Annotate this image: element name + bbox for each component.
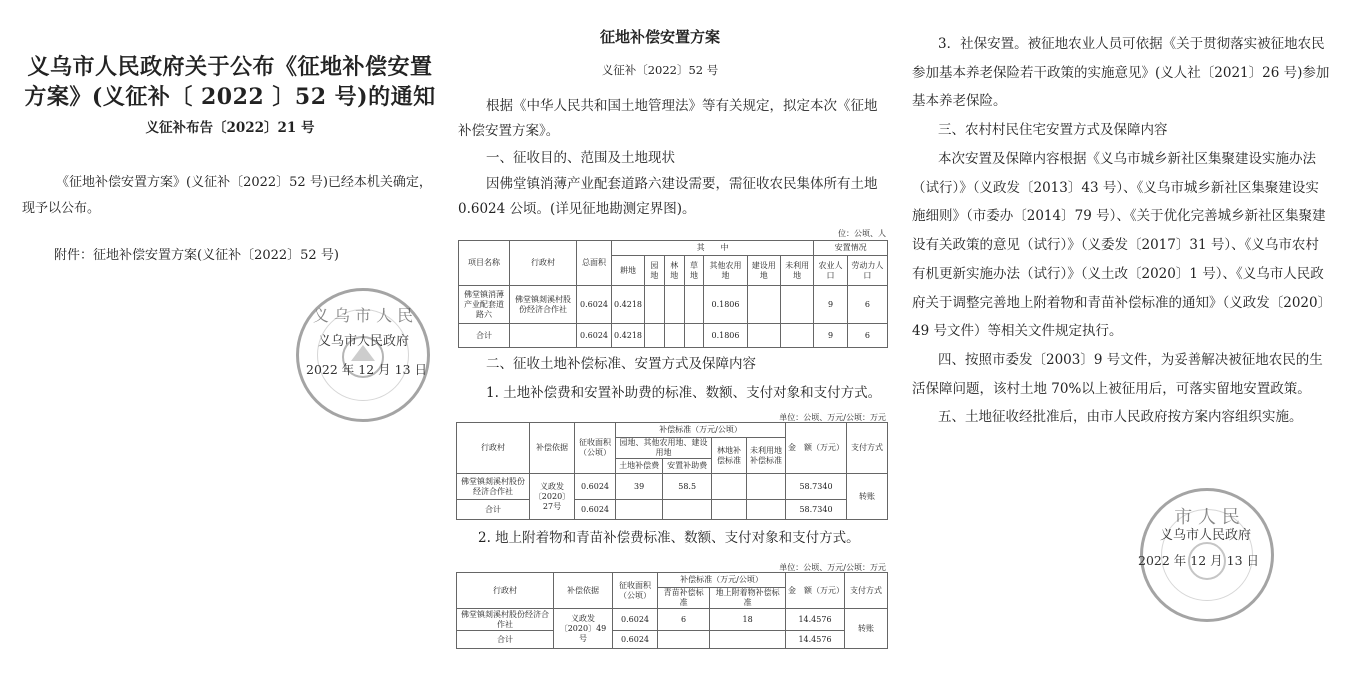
th-basis: 补偿依据 xyxy=(530,423,575,474)
cell-resettle-fee xyxy=(663,500,712,520)
table-row xyxy=(457,631,888,649)
th-other-agri: 其他农用地 xyxy=(704,256,747,286)
th-village: 行政村 xyxy=(457,423,530,474)
th-area: 征收面积（公顷） xyxy=(613,573,658,609)
table-row xyxy=(459,286,888,324)
cell-unused-std xyxy=(747,474,786,500)
notice-attachment: 附件：征地补偿安置方案(义征补〔2022〕52 号) xyxy=(54,248,339,263)
cell-amount: 14.4576 xyxy=(786,631,845,649)
cell-area: 0.6024 xyxy=(613,631,658,649)
th-forest: 林地 xyxy=(664,256,684,286)
th-amount: 金 额（万元） xyxy=(786,573,845,609)
table-row xyxy=(459,324,888,348)
notice-date: 2022 年 12 月 13 日 xyxy=(306,362,427,377)
th-unused: 未利用地 xyxy=(780,256,813,286)
section-5-paragraph: 五、土地征收经批准后，由市人民政府按方案内容组织实施。 xyxy=(938,409,1303,425)
cell-unused xyxy=(780,286,813,324)
cell-village: 佛堂镇剡溪村股份经济合作社 xyxy=(457,609,554,631)
table2-unit: 单位：公顷、万元/公顷：万元 xyxy=(779,413,886,422)
cell-area: 0.6024 xyxy=(575,500,616,520)
table1-unit: 位：公顷、人 xyxy=(838,229,886,238)
cell-agri-pop: 9 xyxy=(814,286,847,324)
cell-crop: 6 xyxy=(658,609,710,631)
cell-total: 0.6024 xyxy=(577,286,612,324)
cell-pay: 转账 xyxy=(847,474,888,520)
th-pay: 支付方式 xyxy=(845,573,888,609)
th-std: 补偿标准（万元/公顷） xyxy=(658,573,786,588)
cell-resettle-fee: 58.5 xyxy=(663,474,712,500)
seal-name: 义乌市人民政府 xyxy=(1160,528,1252,543)
section-2-1-heading: 1. 土地补偿费和安置补助费的标准、数额、支付对象和支付方式。 xyxy=(486,385,882,401)
th-resettle-fee: 安置补助费 xyxy=(663,459,712,474)
cell-forest xyxy=(664,324,684,348)
seal-arc-text: 市 人 民 xyxy=(1174,507,1240,528)
cell-garden xyxy=(645,286,665,324)
notice-title xyxy=(20,52,440,112)
cell-other-agri: 0.1806 xyxy=(704,286,747,324)
notice-body: 《征地补偿安置方案》(义征补〔2022〕52 号)已经本机关确定，现予以公布。 xyxy=(22,175,432,216)
cell-village: 佛堂镇剡溪村股份经济合作社 xyxy=(510,286,577,324)
seal-name: 义乌市人民政府 xyxy=(318,334,410,349)
th-std-sub: 园地、其他农用地、建设用地 xyxy=(616,438,712,459)
th-pay: 支付方式 xyxy=(847,423,888,474)
cell-amount: 14.4576 xyxy=(786,609,845,631)
cell-agri-pop: 9 xyxy=(814,324,847,348)
th-grass: 草地 xyxy=(684,256,704,286)
th-amount: 金 额（万元） xyxy=(786,423,847,474)
plan-date: 2022 年 12 月 13 日 xyxy=(1138,553,1259,568)
cell-forest xyxy=(664,286,684,324)
cell-unused-std xyxy=(747,500,786,520)
cell-labor: 6 xyxy=(847,286,887,324)
cell-total: 0.6024 xyxy=(577,324,612,348)
table3-unit: 单位：公顷、万元/公顷：万元 xyxy=(779,563,886,572)
notice-title-line2: 方案》(义征补〔 2022 〕52 号)的通知 xyxy=(24,84,436,110)
cell-forest-std xyxy=(712,474,747,500)
th-village: 行政村 xyxy=(510,241,577,286)
cell-village: 合计 xyxy=(457,500,530,520)
th-land-fee: 土地补偿费 xyxy=(616,459,663,474)
cell-construction xyxy=(747,324,780,348)
cell-area: 0.6024 xyxy=(613,609,658,631)
cell-labor: 6 xyxy=(847,324,887,348)
section-4-paragraph: 四、按照市委发〔2003〕9 号文件，为妥善解决被征地农民的生活保障问题，该村土地 70%以上被征用后，可落实留地安置政策。 xyxy=(912,352,1323,397)
th-attach: 地上附着物补偿标准 xyxy=(710,588,786,609)
section-1-body: 因佛堂镇消薄产业配套道路六建设需要，需征收农民集体所有土地 0.6024 公顷。(详见征地勘测定界图)。 xyxy=(458,176,878,217)
plan-doc-number: 义征补〔2022〕52 号 xyxy=(601,63,719,77)
th-std: 补偿标准（万元/公顷） xyxy=(616,423,786,438)
table-row xyxy=(457,609,888,631)
cell-attach: 18 xyxy=(710,609,786,631)
section-2-2-heading: 2. 地上附着物和青苗补偿费标准、数额、支付对象和支付方式。 xyxy=(478,530,860,546)
th-village: 行政村 xyxy=(457,573,554,609)
table-row xyxy=(457,500,888,520)
table-row xyxy=(457,474,888,500)
cell-pay: 转账 xyxy=(845,609,888,649)
th-qizhong: 其 中 xyxy=(612,241,814,256)
cell-basis: 义政发〔2020〕49号 xyxy=(554,609,613,649)
th-labor: 劳动力人口 xyxy=(847,256,887,286)
cell-grass xyxy=(684,286,704,324)
th-unused-std: 未利用地补偿标准 xyxy=(747,438,786,474)
cell-forest-std xyxy=(712,500,747,520)
notice-doc-number: 义征补布告〔2022〕21 号 xyxy=(145,120,315,136)
cell-amount: 58.7340 xyxy=(786,500,847,520)
attachment-compensation-table xyxy=(456,572,888,649)
social-security-paragraph: 3．社保安置。被征地农业人员可依据《关于贯彻落实被征地农民参加基本养老保险若干政策的实施意见》(义人社〔2021〕26 号)参加基本养老保险。 xyxy=(912,36,1330,110)
th-total: 总面积 xyxy=(577,241,612,286)
seal-emblem-icon xyxy=(299,291,427,419)
cell-arable: 0.4218 xyxy=(612,324,645,348)
plan-title: 征地补偿安置方案 xyxy=(599,28,720,46)
cell-amount: 58.7340 xyxy=(786,474,847,500)
th-garden: 园地 xyxy=(645,256,665,286)
section-3-body: 本次安置及保障内容根据《义乌市城乡新社区集聚建设实施办法（试行）》（义政发〔2013〕43 号）、《义乌市城乡新社区集聚建设实施细则》（市委办〔2014〕79 号）、《关于优化完善城乡新社区集聚建设有关政策的意见（试行）》（义委发〔2017〕31 号）、《义乌市农村有机更新实施办法（试行）》（义土改〔2020〕1 号）、《义乌市人民政府关于调整完善地上附着物和青苗补偿标准的通知》（义政发〔2020〕49 号文件）等相关文件规定执行。 xyxy=(912,151,1332,340)
cell-project: 合计 xyxy=(459,324,510,348)
cell-project: 佛堂镇消薄产业配套道路六 xyxy=(459,286,510,324)
cell-village xyxy=(510,324,577,348)
cell-village: 佛堂镇剡溪村股份经济合作社 xyxy=(457,474,530,500)
cell-crop xyxy=(658,631,710,649)
cell-garden xyxy=(645,324,665,348)
section-3-heading: 三、农村村民住宅安置方式及保障内容 xyxy=(938,122,1168,138)
th-placement: 安置情况 xyxy=(814,241,888,256)
cell-area: 0.6024 xyxy=(575,474,616,500)
th-agri-pop: 农业人口 xyxy=(814,256,847,286)
cell-attach xyxy=(710,631,786,649)
cell-other-agri: 0.1806 xyxy=(704,324,747,348)
section-2-heading: 二、征收土地补偿标准、安置方式及保障内容 xyxy=(486,356,756,372)
th-crop: 青苗补偿标准 xyxy=(658,588,710,609)
th-construction: 建设用地 xyxy=(747,256,780,286)
th-project: 项目名称 xyxy=(459,241,510,286)
seal-arc-text: 义 乌 市 人 民 xyxy=(312,306,414,325)
plan-intro: 根据《中华人民共和国土地管理法》等有关规定，拟定本次《征地补偿安置方案》。 xyxy=(458,98,878,139)
th-forest-std: 林地补偿标准 xyxy=(712,438,747,474)
cell-arable: 0.4218 xyxy=(612,286,645,324)
cell-land-fee: 39 xyxy=(616,474,663,500)
government-seal xyxy=(296,288,430,422)
th-arable: 耕地 xyxy=(612,256,645,286)
cell-grass xyxy=(684,324,704,348)
notice-title-line1: 义乌市人民政府关于公布《征地补偿安置 xyxy=(27,54,433,80)
cell-village: 合计 xyxy=(457,631,554,649)
land-status-table xyxy=(458,240,888,348)
cell-construction xyxy=(747,286,780,324)
cell-unused xyxy=(780,324,813,348)
cell-land-fee xyxy=(616,500,663,520)
th-basis: 补偿依据 xyxy=(554,573,613,609)
cell-basis: 义政发〔2020〕27号 xyxy=(530,474,575,520)
section-1-heading: 一、征收目的、范围及土地现状 xyxy=(486,150,675,166)
land-compensation-table xyxy=(456,422,888,520)
th-area: 征收面积（公顷） xyxy=(575,423,616,474)
